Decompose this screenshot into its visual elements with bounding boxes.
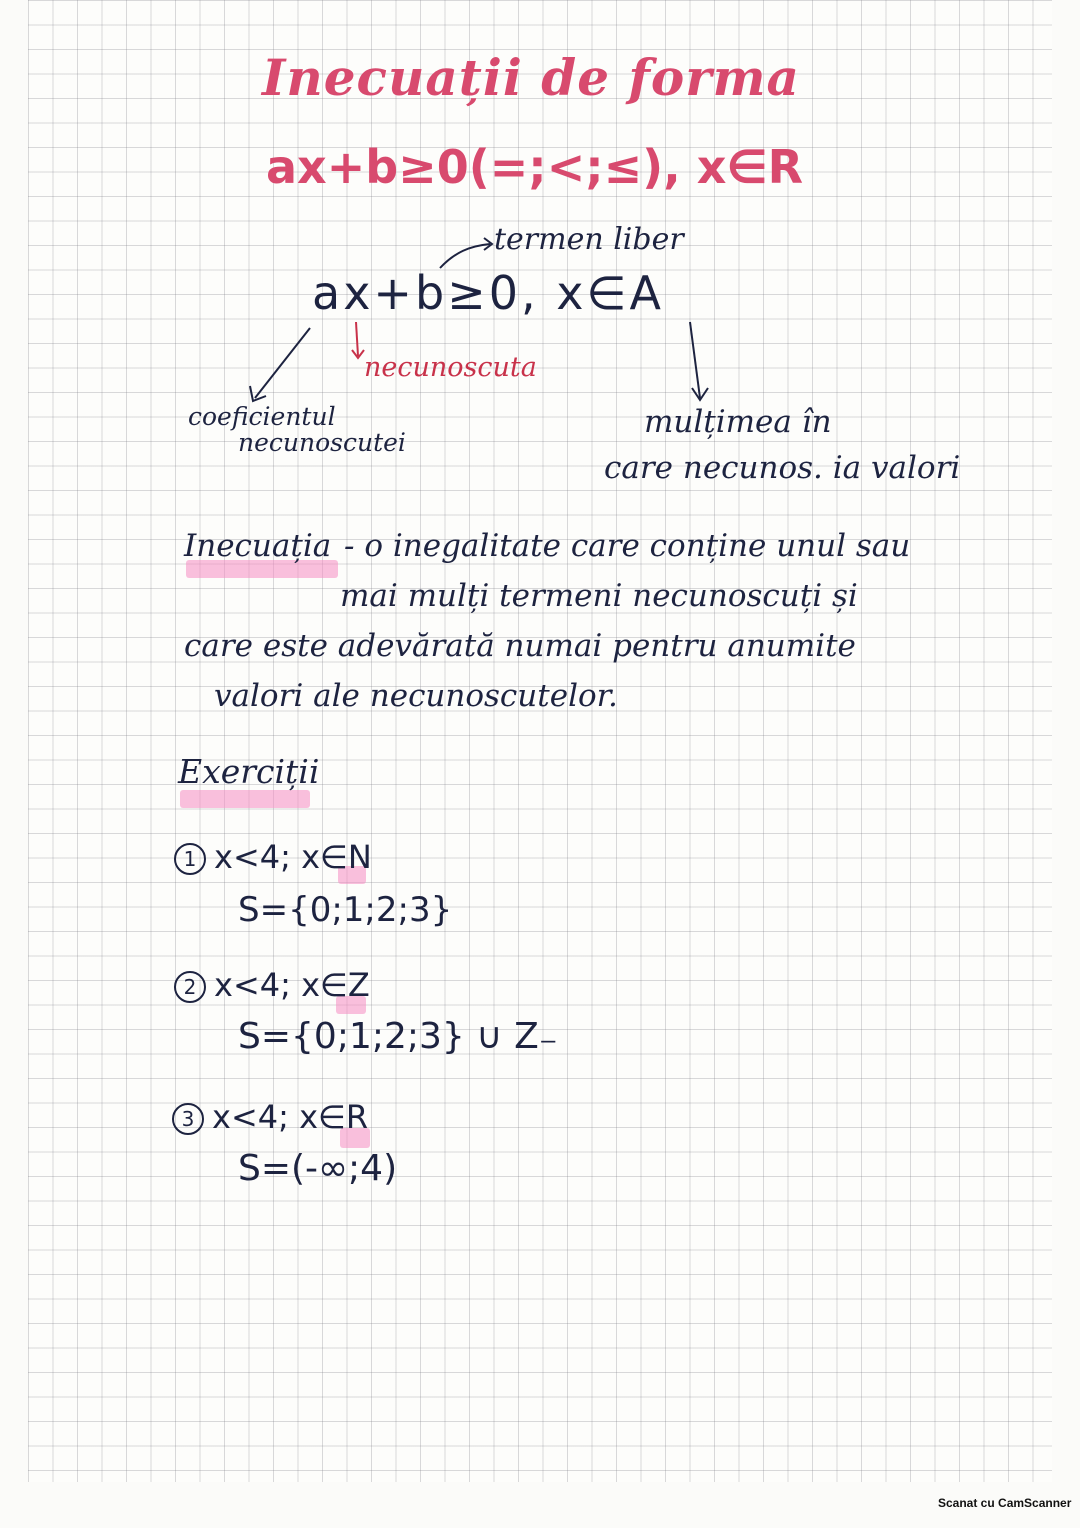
exercise-2-inequality	[174, 966, 370, 1004]
diagram-arrows	[0, 0, 1080, 520]
title-formula: ax+b≥0(=;<;≤), x∈R	[266, 140, 804, 194]
exercise-1-inequality	[174, 838, 372, 876]
exercise-3-solution: S=(-∞;4)	[238, 1148, 398, 1189]
exercise-3-inequality	[172, 1098, 368, 1136]
exercises-heading: Exerciții	[178, 752, 320, 791]
exercise-3-number: 3	[172, 1103, 204, 1135]
label-coefficient-2: necunoscutei	[238, 428, 406, 457]
exercise-2-text: x<4; x∈Z	[214, 966, 370, 1004]
scanner-watermark: Scanat cu CamScanner	[938, 1496, 1072, 1510]
exercise-2-number: 2	[174, 971, 206, 1003]
definition-line-4: valori ale necunoscutelor.	[214, 678, 618, 714]
main-equation: ax+b≥0, x∈A	[312, 266, 664, 320]
exercise-1-number: 1	[174, 843, 206, 875]
exercise-2-solution: S={0;1;2;3} ∪ Z₋	[238, 1016, 558, 1057]
exercise-3-text: x<4; x∈R	[212, 1098, 369, 1136]
definition-line-1: - o inegalitate care conține unul sau	[344, 528, 911, 564]
label-coefficient-1: coeficientul	[188, 402, 336, 431]
label-set-1: mulțimea în	[644, 404, 832, 440]
exercise-1-solution: S={0;1;2;3}	[238, 890, 453, 930]
exercise-1-text: x<4; x∈N	[214, 838, 372, 876]
definition-line-2: mai mulți termeni necunoscuți și	[340, 578, 858, 614]
label-set-2: care necunos. ia valori	[604, 450, 961, 486]
highlight-heading	[180, 790, 310, 808]
label-unknown: necunoscuta	[364, 352, 537, 383]
definition-line-3: care este adevărată numai pentru anumite	[184, 628, 856, 664]
page-title: Inecuații de forma	[262, 48, 800, 107]
definition-term: Inecuația	[184, 528, 332, 564]
label-free-term: termen liber	[494, 222, 684, 257]
